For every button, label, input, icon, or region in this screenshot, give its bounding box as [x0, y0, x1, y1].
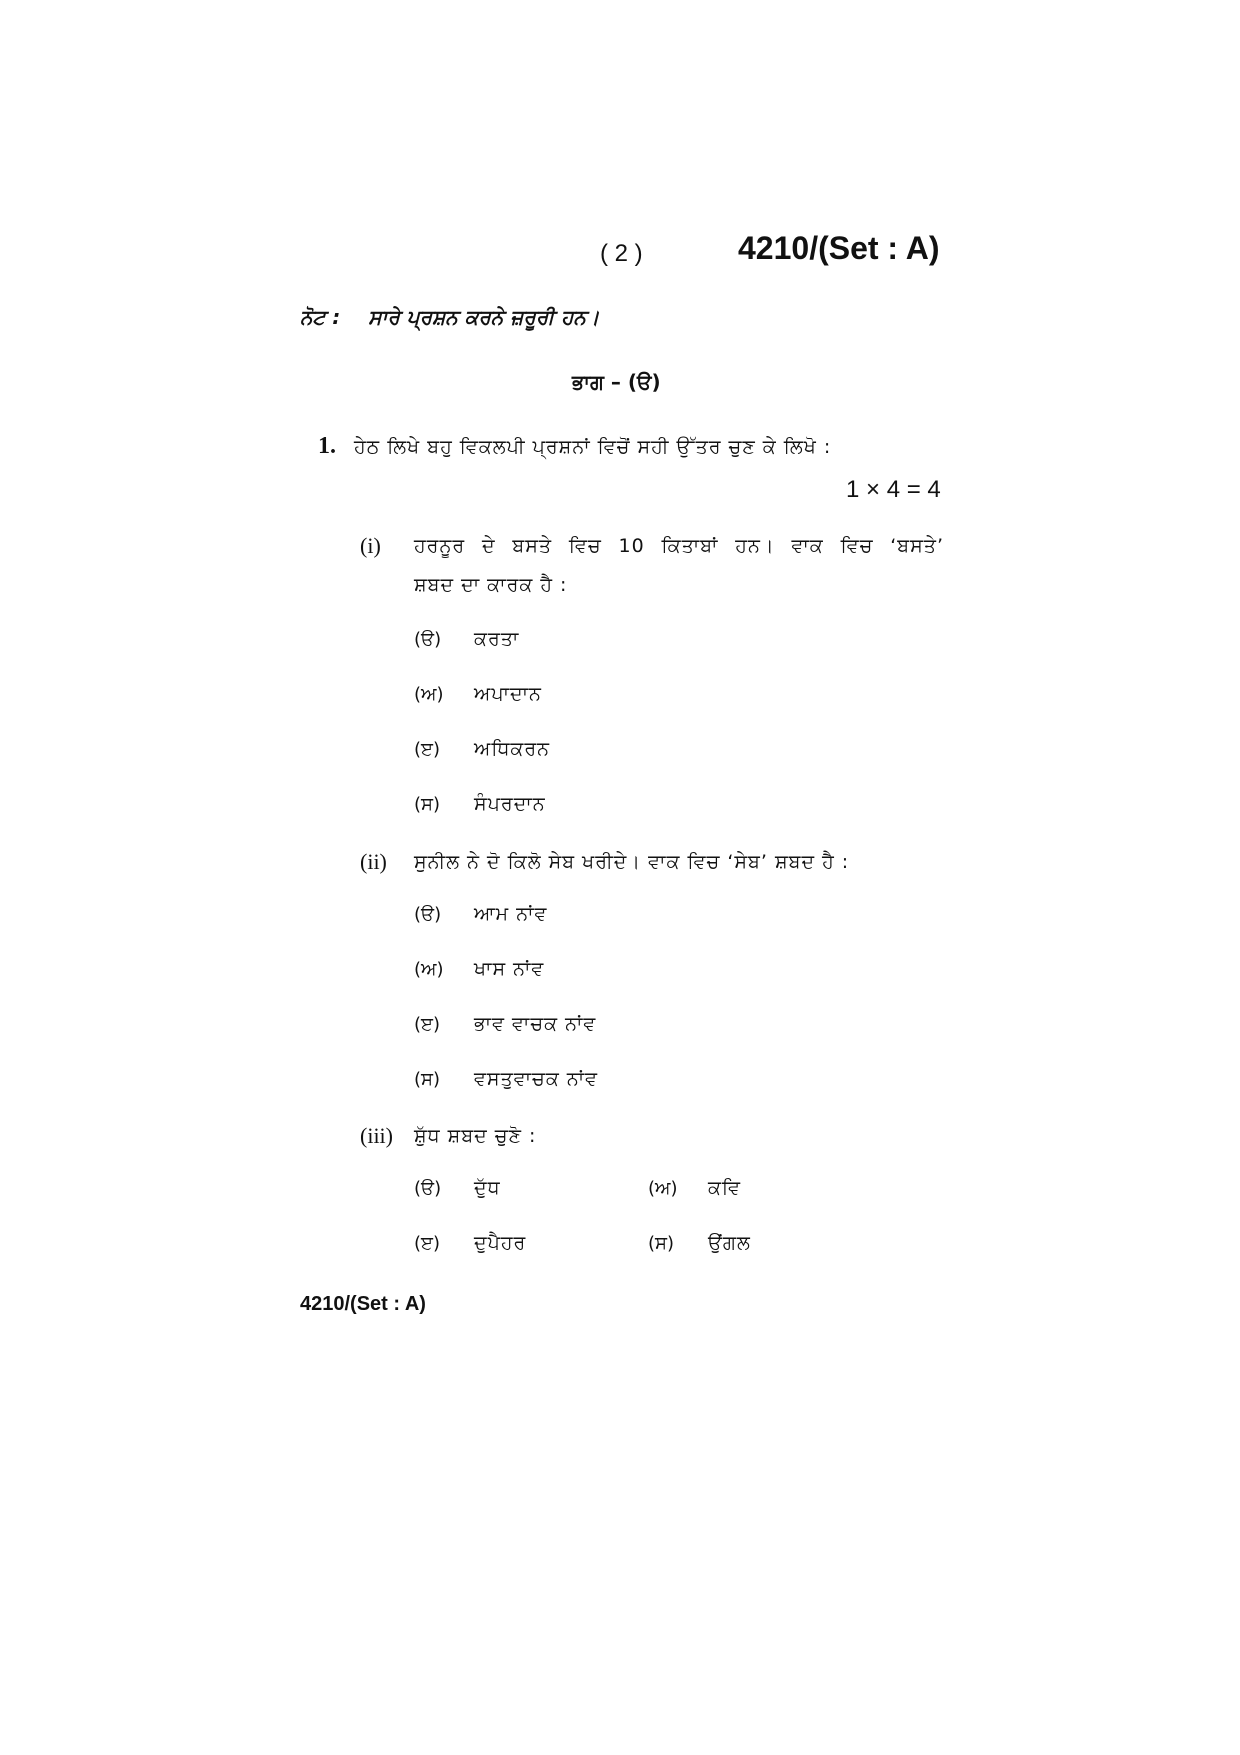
note-label: ਨੋਟ :	[300, 305, 341, 329]
subquestion-label: (ii)	[360, 849, 387, 874]
subquestion-text: ਸੁਨੀਲ ਨੇ ਦੋ ਕਿਲੋ ਸੇਬ ਖਰੀਦੇ। ਵਾਕ ਵਿਚ ‘ਸੇਬ’ ਸ਼ਬਦ ਹੈ :	[414, 851, 850, 873]
option-label: (ੲ)	[414, 1233, 441, 1254]
question-text: ਹੇਠ ਲਿਖੇ ਬਹੁ ਵਿਕਲਪੀ ਪ੍ਰਸ਼ਨਾਂ ਵਿਚੋਂ ਸਹੀ ਉੱਤਰ ਚੁਣ ਕੇ ਲਿਖੋ :	[354, 436, 832, 458]
option-text: ਦੁੱਧ	[474, 1177, 501, 1199]
subquestion-text: ਸ਼ੁੱਧ ਸ਼ਬਦ ਚੁਣੋ :	[414, 1125, 537, 1147]
option-label: (ੲ)	[414, 739, 441, 760]
option-label: (ੲ)	[414, 1014, 441, 1035]
option-label: (ਅ)	[414, 959, 444, 980]
note	[300, 305, 599, 329]
marks: 1 × 4 = 4	[846, 476, 941, 503]
option-text: ਖਾਸ ਨਾਂਵ	[474, 958, 545, 980]
option-text: ਕਰਤਾ	[474, 628, 520, 650]
option-label: (ਸ)	[648, 1233, 675, 1254]
option-text: ਸੰਪਰਦਾਨ	[474, 793, 546, 815]
subquestion-label: (iii)	[360, 1123, 393, 1148]
option-text: ਆਮ ਨਾਂਵ	[474, 903, 548, 925]
option-label: (ਸ)	[414, 1069, 441, 1090]
option-label: (ਸ)	[414, 794, 441, 815]
option-text: ਕਵਿ	[708, 1177, 741, 1199]
option-text: ਦੁਪੈਹਰ	[474, 1232, 527, 1254]
subquestion-text: ਹਰਨੂਰ ਦੇ ਬਸਤੇ ਵਿਚ 10 ਕਿਤਾਬਾਂ ਹਨ। ਵਾਕ ਵਿਚ ‘ਬਸਤੇ’	[414, 535, 944, 557]
option-label: (ੳ)	[414, 629, 442, 650]
option-label: (ੳ)	[414, 1178, 442, 1199]
option-label: (ੳ)	[414, 904, 442, 925]
note-text: ਸਾਰੇ ਪ੍ਰਸ਼ਨ ਕਰਨੇ ਜ਼ਰੂਰੀ ਹਨ।	[368, 305, 600, 329]
option-text: ਅਧਿਕਰਨ	[474, 738, 551, 760]
question-number: 1.	[318, 433, 336, 459]
option-label: (ਅ)	[414, 684, 444, 705]
option-label: (ਅ)	[648, 1178, 678, 1199]
section-title: ਭਾਗ – (ੳ)	[572, 370, 661, 394]
page-number: ( 2 )	[600, 240, 643, 267]
option-text: ਭਾਵ ਵਾਚਕ ਨਾਂਵ	[474, 1013, 597, 1035]
option-text: ਅਪਾਦਾਨ	[474, 683, 542, 705]
subquestion-text-continued: ਸ਼ਬਦ ਦਾ ਕਾਰਕ ਹੈ :	[414, 574, 568, 596]
paper-code: 4210/(Set : A)	[738, 230, 940, 266]
footer-paper-code: 4210/(Set : A)	[300, 1293, 426, 1315]
subquestion-label: (i)	[360, 533, 381, 558]
option-text: ਵਸਤੁਵਾਚਕ ਨਾਂਵ	[474, 1068, 598, 1090]
option-text: ਉਂਗਲ	[708, 1232, 751, 1254]
